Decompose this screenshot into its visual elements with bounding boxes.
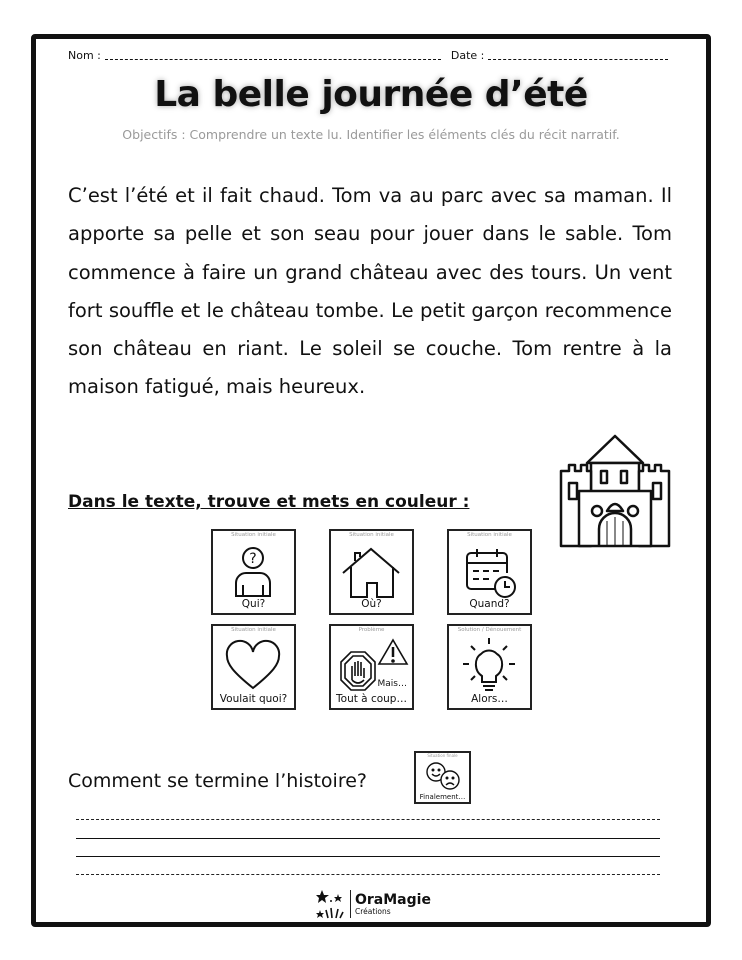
card-label: Qui? bbox=[241, 598, 266, 610]
story-text: C’est l’été et il fait chaud. Tom va au parc avec sa maman. Il apporte sa pelle et son seau pour jouer dans le sable. Tom commence à faire un grand château avec des tours. Un vent fort souffle et le château tombe. Le petit garçon recommence son château en riant. Le soleil se couche. Tom rentre à la maison fatigué, mais heureux. bbox=[68, 184, 672, 399]
card-caption: Situation finale bbox=[427, 753, 458, 758]
happy-sad-faces-icon bbox=[422, 760, 464, 792]
brand-sub: Créations bbox=[355, 906, 391, 916]
card-caption: Situation initiale bbox=[349, 532, 394, 538]
brand-name: OraMagie bbox=[355, 891, 431, 908]
writing-line-1[interactable] bbox=[76, 819, 660, 820]
house-icon bbox=[331, 541, 412, 601]
card-ou bbox=[329, 529, 414, 615]
heart-icon bbox=[213, 636, 294, 696]
card-caption: Situation initiale bbox=[231, 532, 276, 538]
svg-text:?: ? bbox=[249, 551, 257, 567]
card-caption: Solution / Dénouement bbox=[457, 627, 522, 633]
person-question-icon bbox=[213, 541, 294, 601]
writing-line-4[interactable] bbox=[76, 874, 660, 875]
card-solution bbox=[447, 624, 532, 710]
logo-divider bbox=[350, 890, 351, 918]
card-label: Alors… bbox=[471, 693, 508, 705]
card-label: Finalement… bbox=[419, 793, 466, 801]
date-field[interactable] bbox=[488, 50, 668, 60]
card-label: Quand? bbox=[469, 598, 510, 610]
calendar-clock-icon bbox=[449, 541, 530, 601]
card-probleme bbox=[329, 624, 414, 710]
instruction-heading: Dans le texte, trouve et mets en couleur : bbox=[68, 492, 470, 512]
question-text: Comment se termine l’histoire? bbox=[68, 770, 367, 792]
card-label: Voulait quoi? bbox=[219, 693, 288, 705]
card-extra-label: Mais… bbox=[377, 679, 407, 689]
writing-line-3[interactable] bbox=[76, 856, 660, 857]
objectives-text: Objectifs : Comprendre un texte lu. Identifier les éléments clés du récit narratif. bbox=[122, 127, 620, 142]
name-label: Nom : bbox=[68, 49, 101, 62]
card-label: Où? bbox=[361, 598, 382, 610]
card-voulait-quoi bbox=[211, 624, 296, 710]
card-caption: Situation initiale bbox=[467, 532, 512, 538]
card-qui bbox=[211, 529, 296, 615]
castle-icon bbox=[557, 433, 673, 551]
fireworks-stars-icon bbox=[316, 888, 346, 920]
lightbulb-icon bbox=[449, 636, 530, 696]
brand-logo bbox=[316, 886, 431, 922]
card-label: Tout à coup… bbox=[336, 693, 407, 705]
page-title: La belle journée d’été bbox=[154, 74, 588, 115]
card-caption: Situation initiale bbox=[231, 627, 276, 633]
date-label: Date : bbox=[450, 49, 485, 62]
card-finalement bbox=[414, 751, 471, 804]
card-caption: Problème bbox=[358, 627, 385, 633]
writing-line-2[interactable] bbox=[76, 838, 660, 839]
card-quand bbox=[447, 529, 532, 615]
name-field[interactable] bbox=[105, 50, 441, 60]
header-fields bbox=[68, 44, 672, 62]
